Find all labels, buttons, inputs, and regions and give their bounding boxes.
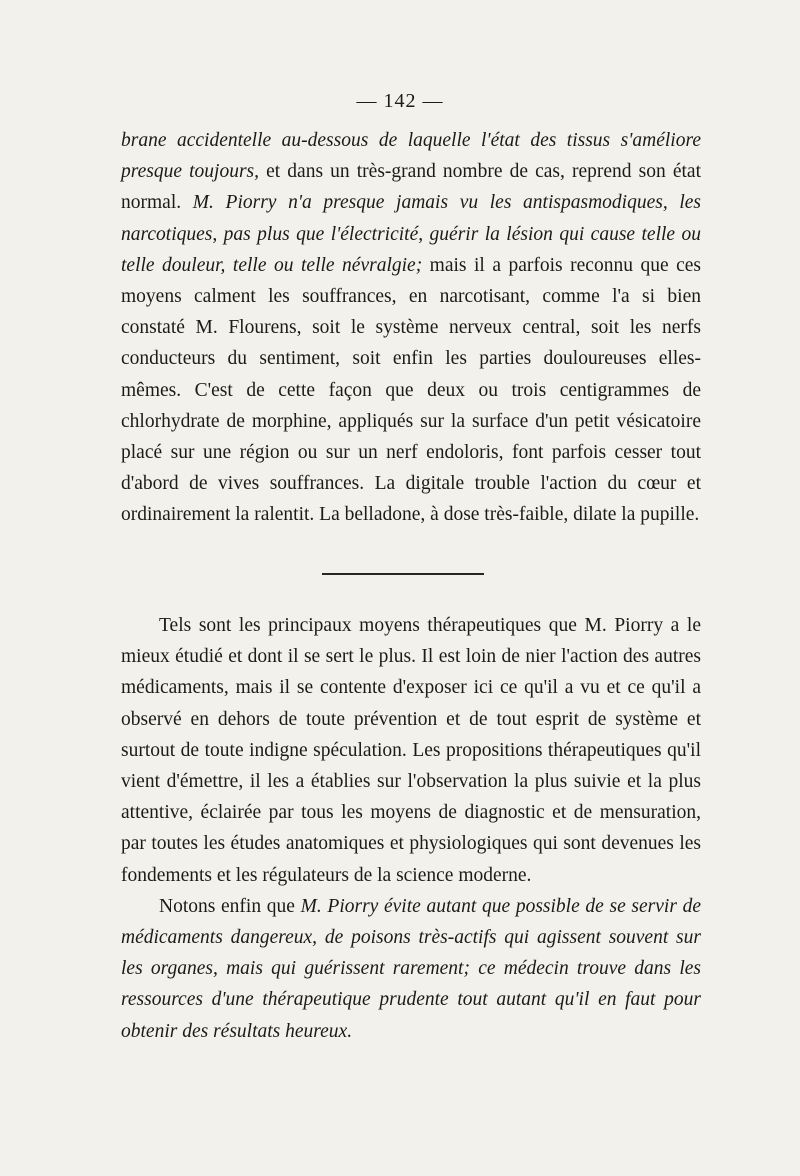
italic-span: M. Piorry évite autant que possible de se servir de médicaments dangereux, de poisons très-actifs qui agissent souvent sur les organes, mais qui guérissent rarement; ce médecin trouve dans les ressources d'une thérapeutique prudente tout autant qu'il en faut pour obtenir des résultats heureux. bbox=[121, 895, 702, 1042]
section-separator-rule bbox=[322, 573, 484, 575]
italic-span: M. Piorry n'a presque jamais vu les antispasmodiques, les narcotiques, pas plus que l'électricité, guérir la lésion qui cause telle ou telle douleur, telle ou telle névralgie; bbox=[121, 192, 701, 276]
paragraph-therapeutic-means: Tels sont les principaux moyens thérapeutiques que M. Piorry a le mieux étudié et dont il se sert le plus. Il est loin de nier l'action des autres médicaments, mais il se contente d'exposer ici ce qu'il a vu et ce qu'il a observé en dehors de toute prévention et de tout esprit de système et surtout de toute indigne spéculation. Les propositions thérapeutiques qu'il vient d'émettre, il les a établies sur l'observation la plus suivie et la plus attentive, éclairée par tous les moyens de diagnostic et de mensuration, par toutes les études anatomiques et physiologiques qui sont devenues les fondements et les régulateurs de la science moderne. bbox=[121, 615, 701, 886]
text-span: mais il a parfois reconnu que ces moyens calment les souffrances, en narcotisant, comme l'a si bien constaté M. Flourens, soit le système nerveux central, soit les nerfs conducteurs du sentiment, soit enfin les parties douloureuses elles-mêmes. C'est de cette façon que deux ou trois centigrammes de chlorhydrate de morphine, appliqués sur la surface d'un petit vésicatoire placé sur une région ou sur un nerf endoloris, font parfois cesser tout d'abord de vives souffrances. La digitale trouble l'action du cœur et ordinairement la ralentit. La belladone, à dose très-faible, dilate la pupille. bbox=[121, 254, 701, 526]
paragraph-continuation bbox=[121, 125, 701, 531]
page-number: — 142 — bbox=[356, 90, 444, 112]
italic-span: brane accidentelle au-dessous de laquelle l'état des tissus s'améliore presque toujours, bbox=[121, 130, 701, 183]
text-span: Notons enfin que bbox=[159, 895, 301, 917]
text-block-top bbox=[121, 125, 701, 531]
paragraph-conclusion bbox=[121, 891, 701, 1047]
text-span: et dans un très-grand nombre de cas, reprend son état normal. bbox=[121, 161, 701, 214]
text-block-bottom bbox=[121, 610, 701, 1047]
